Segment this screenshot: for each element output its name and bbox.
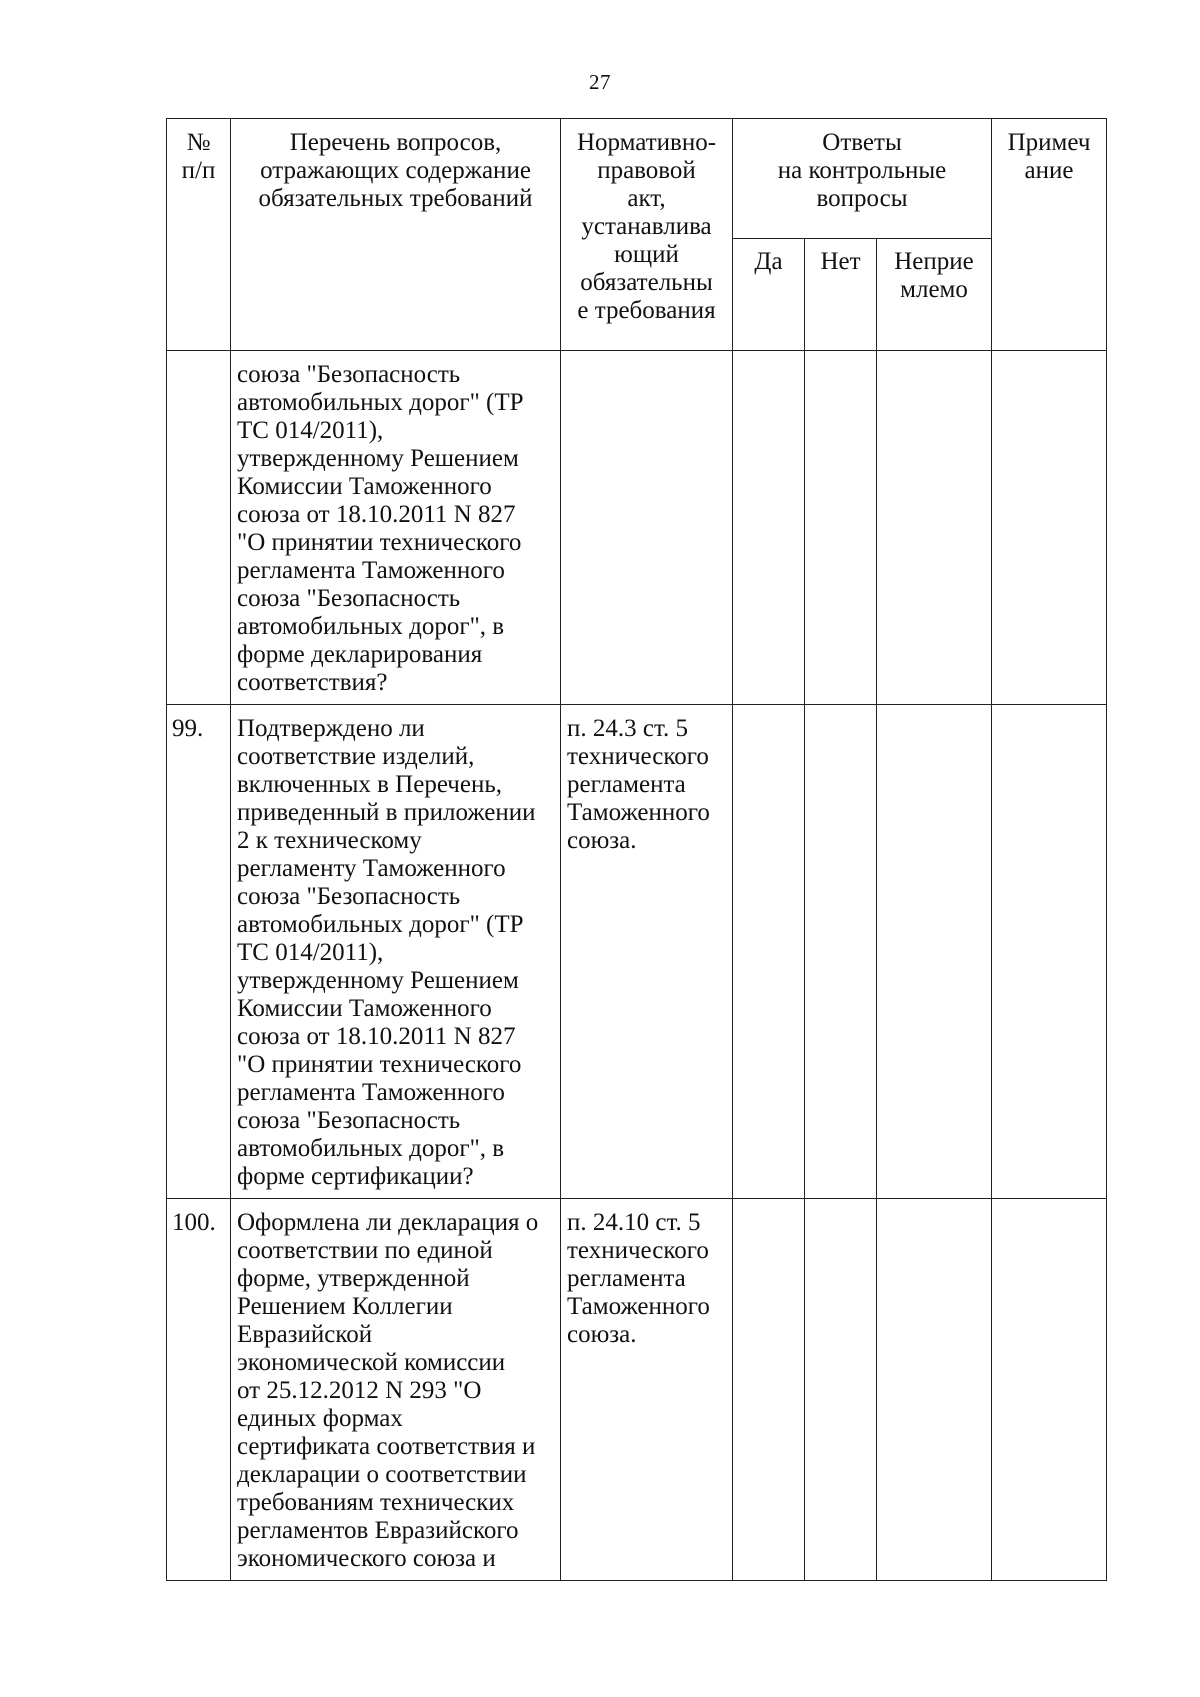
row-answer-no[interactable] [805,351,877,705]
row-act: п. 24.3 ст. 5 технического регламента Таможенного союза. [561,705,733,1199]
header-answers: Ответы на контрольные вопросы [733,119,992,239]
row-answer-na[interactable] [877,351,992,705]
row-answer-yes[interactable] [733,351,805,705]
table-row [167,705,1107,1199]
header-na: Неприе млемо [877,239,992,351]
header-yes: Да [733,239,805,351]
header-note: Примеч ание [992,119,1107,351]
row-note[interactable] [992,351,1107,705]
row-number: 99. [167,705,231,1199]
header-no: Нет [805,239,877,351]
row-act: п. 24.10 ст. 5 технического регламента Таможенного союза. [561,1199,733,1581]
table-row [167,351,1107,705]
table-header-row [167,119,1107,239]
row-answer-no[interactable] [805,705,877,1199]
row-note[interactable] [992,1199,1107,1581]
row-act [561,351,733,705]
row-answer-na[interactable] [877,705,992,1199]
page-number: 27 [589,70,611,94]
row-number [167,351,231,705]
row-answer-yes[interactable] [733,705,805,1199]
row-question: Оформлена ли декларация о соответствии по единой форме, утвержденной Решением Коллегии Евразийской экономической комиссии от 25.12.2012 N 293 "О единых формах сертификата соответствия и декларации о соответствии требованиям технических регламентов Евразийского экономического союза и [231,1199,561,1581]
header-num: № п/п [167,119,231,351]
row-question: Подтверждено ли соответствие изделий, включенных в Перечень, приведенный в приложении 2 к техническому регламенту Таможенного союза "Безопасность автомобильных дорог" (ТР ТС 014/2011), утвержденному Решением Комиссии Таможенного союза от 18.10.2011 N 827 "О принятии технического регламента Таможенного союза "Безопасность автомобильных дорог", в форме сертификации? [231,705,561,1199]
header-questions: Перечень вопросов, отражающих содержание обязательных требований [231,119,561,351]
table-row [167,1199,1107,1581]
row-answer-no[interactable] [805,1199,877,1581]
row-answer-na[interactable] [877,1199,992,1581]
row-note[interactable] [992,705,1107,1199]
checklist-table [166,118,1107,1581]
row-number: 100. [167,1199,231,1581]
header-act: Нормативно- правовой акт, устанавлива ющий обязательны е требования [561,119,733,351]
row-question: союза "Безопасность автомобильных дорог" (ТР ТС 014/2011), утвержденному Решением Комиссии Таможенного союза от 18.10.2011 N 827 "О принятии технического регламента Таможенного союза "Безопасность автомобильных дорог", в форме декларирования соответствия? [231,351,561,705]
row-answer-yes[interactable] [733,1199,805,1581]
